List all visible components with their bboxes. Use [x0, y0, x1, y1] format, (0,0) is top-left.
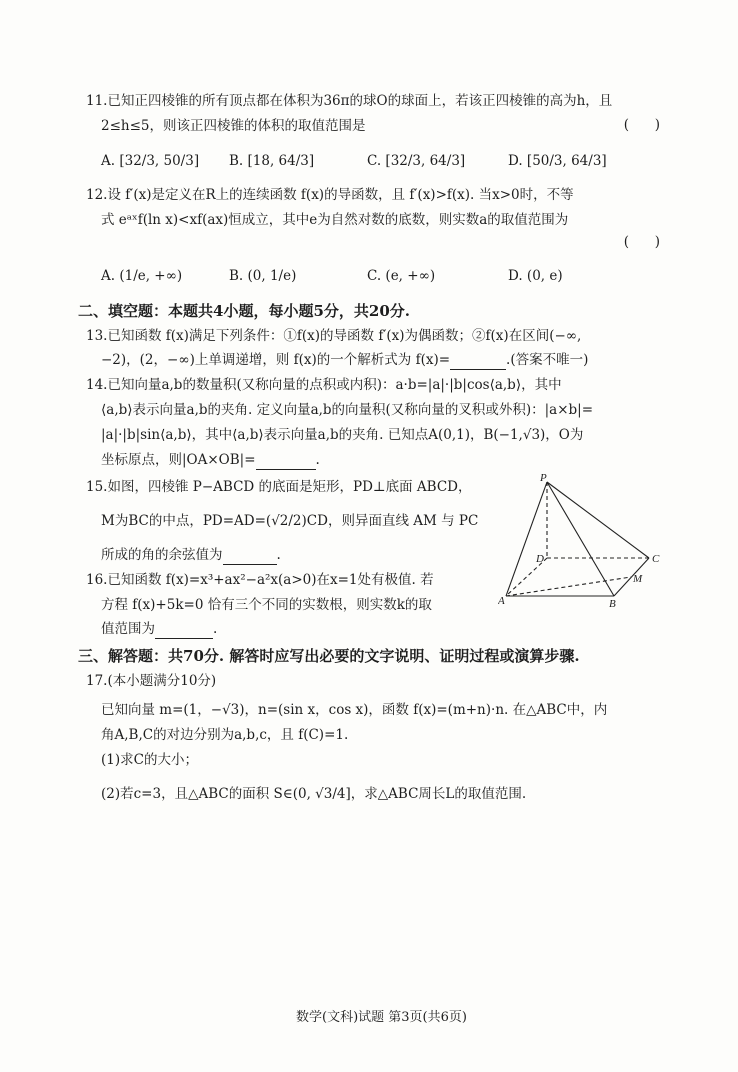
q13-answer-blank [450, 351, 506, 370]
q13-line1: 13.已知函数 f(x)满足下列条件：①f(x)的导函数 f′(x)为偶函数；②f(x)在区间(−∞, [86, 328, 582, 344]
edge-pc [547, 482, 649, 558]
q16-line3 [101, 620, 217, 639]
label-c: C [652, 553, 660, 565]
q17-line1: 已知向量 m=(1，−√3)，n=(sin x，cos x)，函数 f(x)=(m+n)·n. 在△ABC中，内 [101, 702, 608, 718]
edge-bc [614, 558, 649, 596]
q15-line2: M为BC的中点，PD=AD=(√2/2)CD，则异面直线 AM 与 PC [101, 513, 479, 529]
q16-line2: 方程 f(x)+5k=0 恰有三个不同的实数根，则实数k的取 [101, 597, 432, 613]
q12-option-a: A. (1/e, +∞) [101, 268, 183, 284]
q13-line2-tail: .(答案不唯一) [506, 352, 589, 368]
section-2-heading: 二、填空题：本题共4小题，每小题5分，共20分. [78, 302, 410, 320]
q14-answer-blank [256, 451, 316, 470]
q12-line1: 12.设 f′(x)是定义在R上的连续函数 f(x)的导函数，且 f′(x)>f(x). 当x>0时，不等 [86, 187, 574, 203]
q11-options [101, 148, 661, 174]
q16-answer-blank [155, 620, 213, 639]
q17-heading: 17.(本小题满分10分) [86, 673, 217, 689]
q13-line2 [101, 351, 588, 370]
q14-line1: 14.已知向量a,b的数量积(又称向量的点积或内积)：a·b=|a|·|b|cos⟨a,b⟩，其中 [86, 377, 562, 393]
q17-part2: (2)若c=3，且△ABC的面积 S∈(0, √3/4]，求△ABC周长L的取值范围. [101, 786, 527, 802]
q14-line2: ⟨a,b⟩表示向量a,b的夹角. 定义向量a,b的向量积(又称向量的叉积或外积)：|a×b|= [101, 402, 594, 418]
q14-line3: |a|·|b|sin⟨a,b⟩，其中⟨a,b⟩表示向量a,b的夹角. 已知点A(0,1)，B(−1,√3)，O为 [101, 427, 584, 443]
edge-pa [506, 482, 547, 596]
q12-option-b: B. (0, 1/e) [229, 268, 297, 284]
q11-option-a: A. [32/3, 50/3] [101, 153, 200, 169]
q11-line2: 2≤h≤5，则该正四棱锥的体积的取值范围是 [101, 118, 366, 134]
label-a: A [498, 595, 505, 607]
q11-option-d: D. [50/3, 64/3] [508, 153, 607, 169]
q12-answer-bracket: ( ) [623, 234, 660, 250]
label-m: M [633, 573, 643, 585]
q11-option-c: C. [32/3, 64/3] [367, 153, 466, 169]
q15-line3-text: 所成的角的余弦值为 [101, 547, 223, 563]
q14-line4-tail: . [315, 452, 320, 468]
q16-line1: 16.已知函数 f(x)=x³+ax²−a²x(a>0)在x=1处有极值. 若 [86, 572, 434, 588]
q11-line1: 11.已知正四棱锥的所有顶点都在体积为36π的球O的球面上，若该正四棱锥的高为h，且 [86, 93, 613, 109]
q16-line3-text: 值范围为 [101, 621, 155, 637]
q15-line3-tail: . [276, 547, 281, 563]
q12-option-d: D. (0, e) [508, 268, 563, 284]
q15-answer-blank [223, 546, 277, 565]
q17-part1: (1)求C的大小； [101, 752, 198, 768]
q17-line2: 角A,B,C的对边分别为a,b,c，且 f(C)=1. [101, 727, 349, 743]
q14-line4-text: 坐标原点，则|OA×OB|= [101, 452, 256, 468]
section-3-heading: 三、解答题：共70分. 解答时应写出必要的文字说明、证明过程或演算步骤. [78, 647, 580, 665]
q14-line4 [101, 451, 320, 470]
edge-pb [547, 482, 614, 596]
q13-line2-text: −2)，(2，−∞)上单调递增，则 f(x)的一个解析式为 f(x)= [101, 352, 451, 368]
q16-line3-tail: . [213, 621, 218, 637]
q12-option-c: C. (e, +∞) [367, 268, 436, 284]
q11-answer-bracket: ( ) [623, 117, 660, 133]
label-b: B [609, 598, 616, 610]
pyramid-figure [498, 472, 668, 612]
page-footer: 数学(文科)试题 第3页(共6页) [296, 1010, 467, 1025]
label-p: P [540, 472, 547, 484]
q12-options [101, 263, 661, 289]
label-d: D [536, 553, 544, 565]
q15-line3 [101, 546, 281, 565]
q15-line1: 15.如图，四棱锥 P−ABCD 的底面是矩形，PD⊥底面 ABCD， [86, 479, 472, 495]
q11-option-b: B. [18, 64/3] [229, 153, 315, 169]
q12-line2: 式 eᵃˣf(ln x)<xf(ax)恒成立，其中e为自然对数的底数，则实数a的取值范围为 [101, 212, 569, 228]
